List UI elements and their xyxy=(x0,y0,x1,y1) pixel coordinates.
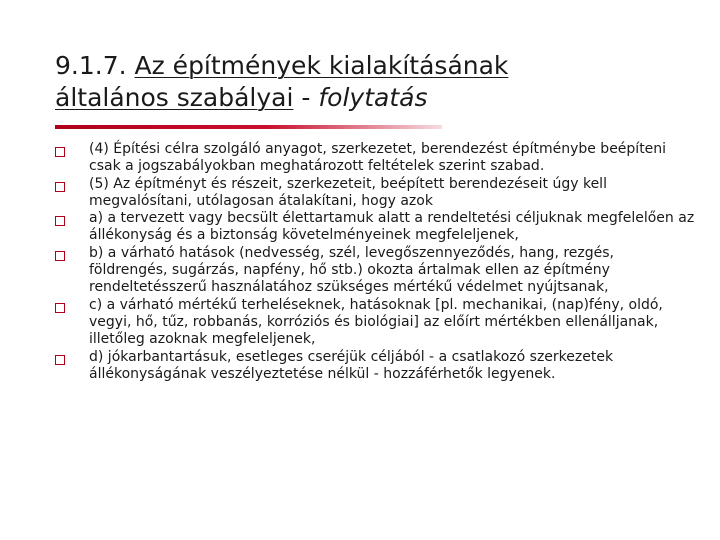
hollow-square-icon xyxy=(55,303,65,313)
bullet-item xyxy=(55,210,695,245)
bullet-item xyxy=(55,176,695,211)
bullet-item xyxy=(55,349,695,384)
hollow-square-icon xyxy=(55,251,65,261)
bullet-item xyxy=(55,141,695,176)
hollow-square-icon xyxy=(55,355,65,365)
title-italic-part: folytatás xyxy=(318,83,428,112)
title-number: 9.1.7. xyxy=(55,51,127,80)
bullet-text: (4) Építési célra szolgáló anyagot, szerkezetet, berendezést építménybe beépíteni csak a jogszabályokban meghatározott feltételek szerint szabad. xyxy=(89,141,667,175)
bullet-list xyxy=(55,141,695,383)
hollow-square-icon xyxy=(55,147,65,157)
title-underlined-part1: Az építmények kialakításának xyxy=(134,51,509,80)
hollow-square-icon xyxy=(55,216,65,226)
bullet-text: (5) Az építményt és részeit, szerkezeteit, beépített berendezéseit úgy kell megvalósítani, utólagosan átalakítani, hogy azok xyxy=(89,175,607,209)
title-separator: - xyxy=(301,83,311,112)
bullet-item xyxy=(55,297,695,349)
bullet-text: b) a várható hatások (nedvesség, szél, levegőszennyeződés, hang, rezgés, földrengés, sugárzás, napfény, hő stb.) okozta ártalmak ellen az építmény rendeltetésszerű használatához szükséges mértékű védelmet nyújtsanak, xyxy=(89,244,614,296)
title-underlined-part2: általános szabályai xyxy=(55,83,294,112)
hollow-square-icon xyxy=(55,182,65,192)
slide-title xyxy=(55,50,695,114)
bullet-item xyxy=(55,245,695,297)
title-divider xyxy=(55,125,442,129)
bullet-text: a) a tervezett vagy becsült élettartamuk alatt a rendeltetési céljuknak megfelelően az állékonyság és a biztonság követelményeinek megfeleljenek, xyxy=(89,210,695,244)
bullet-text: d) jókarbantartásuk, esetleges cseréjük céljából - a csatlakozó szerkezetek állékonyságának veszélyeztetése nélkül - hozzáférhetők legyenek. xyxy=(89,348,614,382)
bullet-text: c) a várható mértékű terheléseknek, hatásoknak [pl. mechanikai, (nap)fény, oldó, vegyi, hő, tűz, robbanás, korróziós és biológiai] az előírt mértékben ellenálljanak, illetőleg azoknak megfeleljenek, xyxy=(89,296,663,348)
